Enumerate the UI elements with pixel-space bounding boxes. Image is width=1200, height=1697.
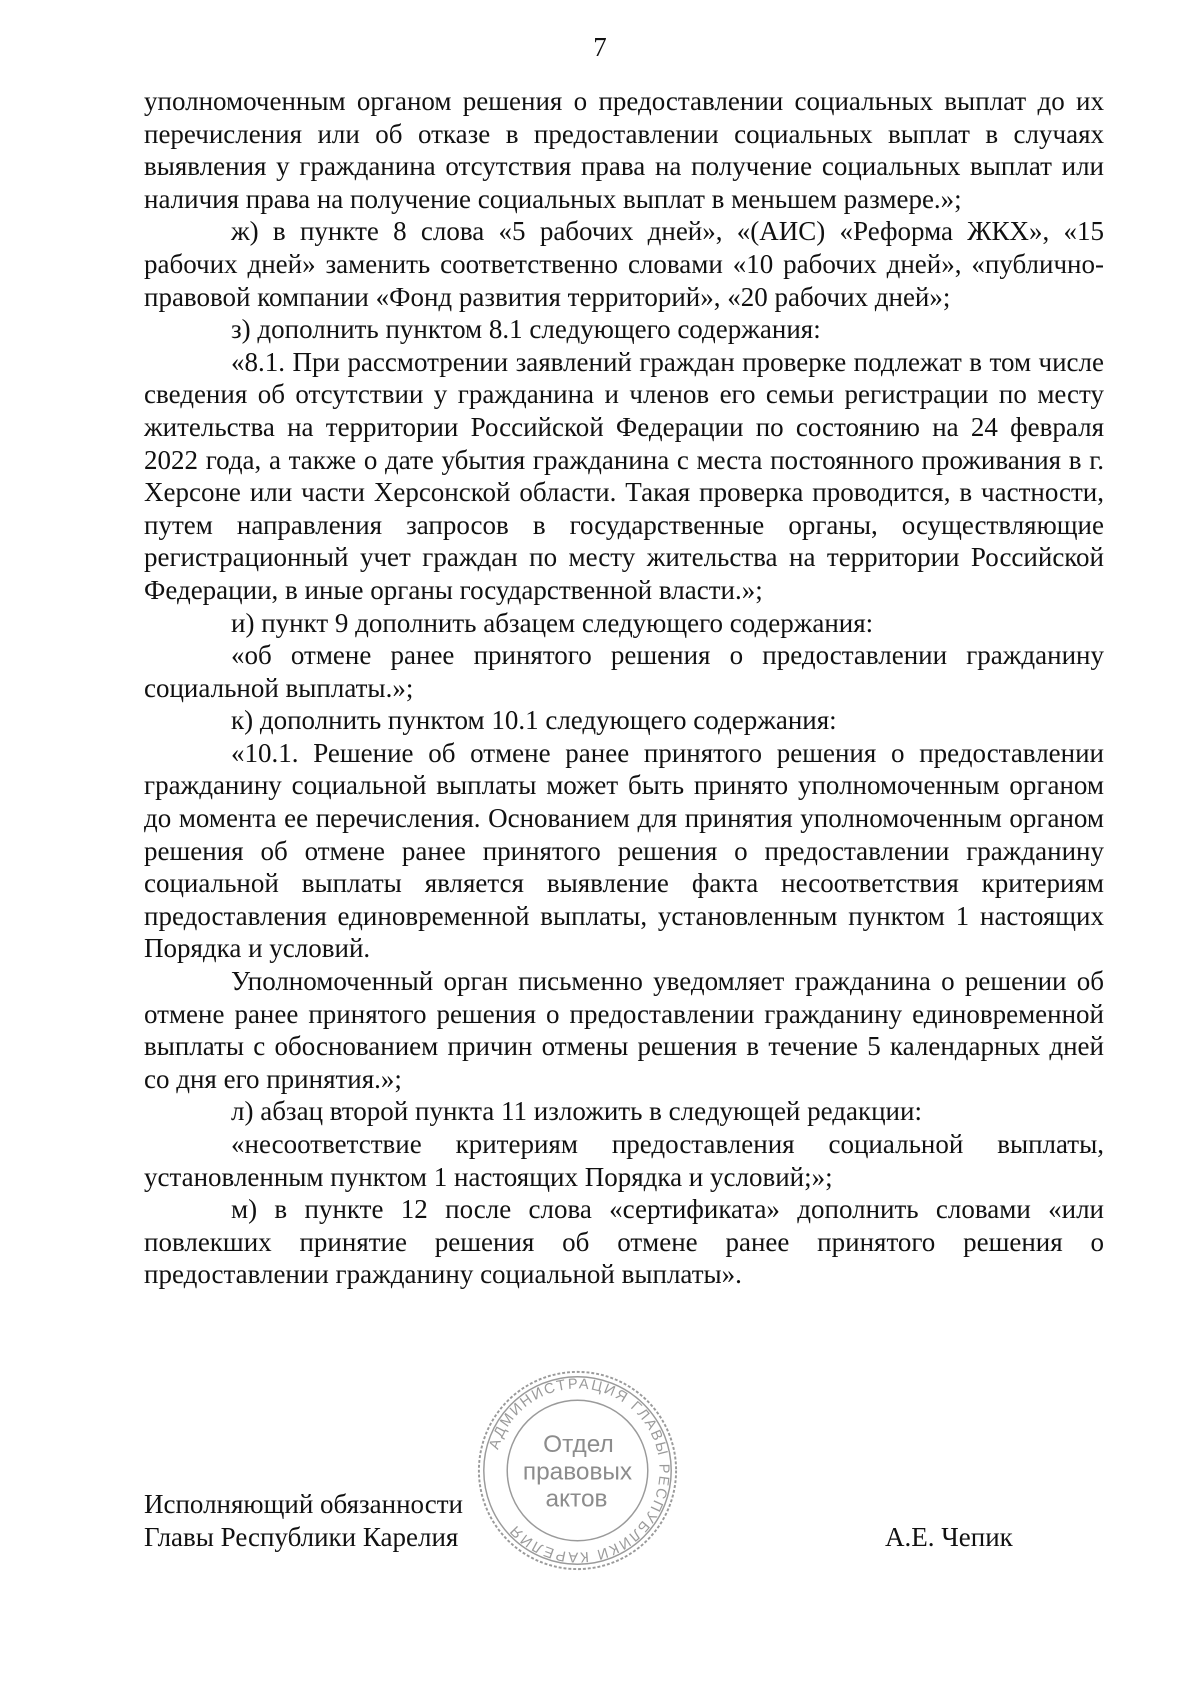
paragraph: «несоответствие критериям предоставления социальной выплаты, установленным пунктом 1 настоящих Порядка и условий;»; <box>144 1129 1104 1192</box>
signatory-name: А.Е. Чепик <box>885 1522 1013 1552</box>
paragraph: «об отмене ранее принятого решения о предоставлении гражданину социальной выплаты.»; <box>144 640 1104 703</box>
paragraph: м) в пункте 12 после слова «сертификата» дополнить словами «или повлекших принятие решения об отмене ранее принятого решения о предоставлении гражданину социальной выплаты». <box>144 1194 1104 1290</box>
paragraph: «10.1. Решение об отмене ранее принятого решения о предоставлении гражданину социальной выплаты может быть принято уполномоченным органом до момента ее перечисления. Основанием для принятия уполномоченным органом решения об отмене ранее принятого решения о предоставлении гражданину социальной выплаты является выявление факта несоответствия критериям предоставления единовременной выплаты, установленным пунктом 1 настоящих Порядка и условий. <box>144 737 1104 964</box>
stamp-center-line1: Отдел <box>543 1430 614 1458</box>
stamp-graphic <box>475 1368 680 1573</box>
paragraph: «8.1. При рассмотрении заявлений граждан проверке подлежат в том числе сведения об отсутствии у гражданина и членов его семьи регистрации по месту жительства на территории Российской Федерации по состоянию на 24 февраля 2022 года, а также о дате убытия гражданина с места постоянного проживания в г. Херсоне или части Херсонской области. Такая проверка проводится, в частности, путем направления запросов в государственные органы, осуществляющие регистрационный учет граждан по месту жительства на территории Российской Федерации, в иные органы государственной власти.»; <box>144 346 1104 605</box>
paragraph: л) абзац второй пункта 11 изложить в следующей редакции: <box>231 1096 922 1127</box>
stamp-center-line3: актов <box>545 1485 608 1513</box>
stamp-ring-textpath: АДМИНИСТРАЦИЯ ГЛАВЫ РЕСПУБЛИКИ КАРЕЛИЯ <box>486 1376 672 1565</box>
signatory-position-line2: Главы Республики Карелия <box>144 1521 459 1552</box>
paragraph: уполномоченным органом решения о предоставлении социальных выплат до их перечисления или об отказе в предоставлении социальных выплат в случаях выявления у гражданина отсутствия права на получение социальных выплат или наличия права на получение социальных выплат в меньшем размере.»; <box>144 86 1104 214</box>
signatory-position <box>144 1488 463 1553</box>
paragraph: Уполномоченный орган письменно уведомляет гражданина о решении об отмене ранее принятого решения о предоставлении гражданину единовременной выплаты с обоснованием причин отмены решения в течение 5 календарных дней со дня его принятия.»; <box>144 966 1104 1094</box>
signatory-position-line1: Исполняющий обязанности <box>144 1489 463 1519</box>
document-body <box>144 85 1104 1291</box>
official-stamp <box>475 1368 680 1573</box>
paragraph: к) дополнить пунктом 10.1 следующего содержания: <box>231 705 837 736</box>
stamp-center-line2: правовых <box>522 1458 633 1486</box>
page-number: 7 <box>593 32 607 62</box>
paragraph: з) дополнить пунктом 8.1 следующего содержания: <box>231 314 821 345</box>
paragraph: ж) в пункте 8 слова «5 рабочих дней», «(АИС) «Реформа ЖКХ», «15 рабочих дней» заменить соответственно словами «10 рабочих дней», «публично-правовой компании «Фонд развития территорий», «20 рабочих дней»; <box>144 216 1104 312</box>
paragraph: и) пункт 9 дополнить абзацем следующего содержания: <box>231 607 874 638</box>
